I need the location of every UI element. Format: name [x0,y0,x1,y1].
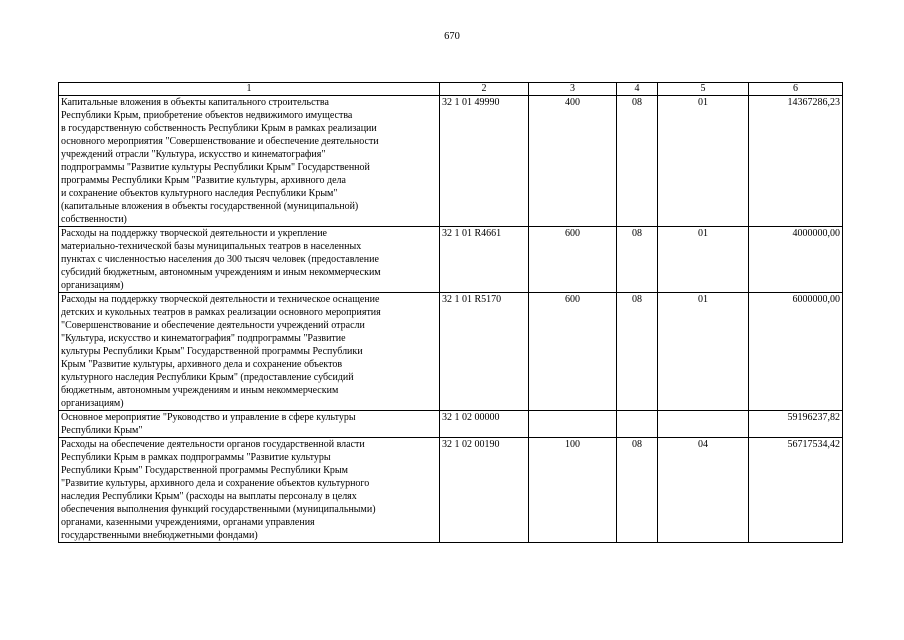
expense-name-cell: Основное мероприятие "Руководство и управление в сфере культуры Республики Крым" [59,411,440,438]
amount-cell: 14367286,23 [749,96,843,227]
expense-name-cell: Расходы на обеспечение деятельности органов государственной власти Республики Крым в рамках подпрограммы "Развитие культуры Республики Крым" Государственной программы Республики Крым "Развитие культуры, архивного дела и сохранение объектов культурного наследия Республики Крым" (расходы на выплаты персоналу в целях обеспечения выполнения функций государственными (муниципальными) органами, казенными учреждениями, органами управления государственными внебюджетными фондами) [59,438,440,543]
section-cell: 08 [617,227,658,293]
subsection-cell: 04 [658,438,749,543]
column-header: 5 [658,83,749,96]
expense-type-cell: 400 [529,96,617,227]
expense-type-cell: 100 [529,438,617,543]
amount-cell: 59196237,82 [749,411,843,438]
section-cell [617,411,658,438]
section-cell: 08 [617,293,658,411]
subsection-cell: 01 [658,293,749,411]
table-row [59,411,843,438]
target-code-cell: 32 1 01 49990 [440,96,529,227]
target-code-cell: 32 1 02 00190 [440,438,529,543]
subsection-cell: 01 [658,96,749,227]
expense-type-cell: 600 [529,227,617,293]
amount-cell: 56717534,42 [749,438,843,543]
expense-name-cell: Расходы на поддержку творческой деятельности и укрепление материально-технической базы муниципальных театров в населенных пунктах с численностью населения до 300 тысяч человек (предоставление субсидий бюджетным, автономным учреждениям и иным некоммерческим организациям) [59,227,440,293]
subsection-cell: 01 [658,227,749,293]
section-cell: 08 [617,96,658,227]
section-cell: 08 [617,438,658,543]
column-header: 6 [749,83,843,96]
table-row [59,438,843,543]
column-header: 1 [59,83,440,96]
table-row [59,227,843,293]
column-header: 2 [440,83,529,96]
expense-name-cell: Капитальные вложения в объекты капитального строительства Республики Крым, приобретение объектов недвижимого имущества в государственную собственность Республики Крым в рамках реализации основного мероприятия "Совершенствование и обеспечение деятельности учреждений отрасли "Культура, искусство и кинематография" подпрограммы "Развитие культуры Республики Крым" Государственной программы Республики Крым "Развитие культуры, архивного дела и сохранение объектов культурного наследия Республики Крым" (капитальные вложения в объекты государственной (муниципальной) собственности) [59,96,440,227]
expense-name-cell: Расходы на поддержку творческой деятельности и техническое оснащение детских и кукольных театров в рамках реализации основного мероприятия "Совершенствование и обеспечение деятельности учреждений отрасли "Культура, искусство и кинематография" подпрограммы "Развитие культуры Республики Крым" Государственной программы Республики Крым "Развитие культуры, архивного дела и сохранение объектов культурного наследия Республики Крым" (предоставление субсидий бюджетным, автономным учреждениям и иным некоммерческим организациям) [59,293,440,411]
column-header: 4 [617,83,658,96]
expense-type-cell [529,411,617,438]
table-row [59,293,843,411]
budget-table [58,82,843,543]
page-number: 670 [444,31,460,42]
amount-cell: 6000000,00 [749,293,843,411]
amount-cell: 4000000,00 [749,227,843,293]
target-code-cell: 32 1 01 R5170 [440,293,529,411]
header-row [59,83,843,96]
table-row [59,96,843,227]
target-code-cell: 32 1 02 00000 [440,411,529,438]
expense-type-cell: 600 [529,293,617,411]
target-code-cell: 32 1 01 R4661 [440,227,529,293]
column-header: 3 [529,83,617,96]
subsection-cell [658,411,749,438]
